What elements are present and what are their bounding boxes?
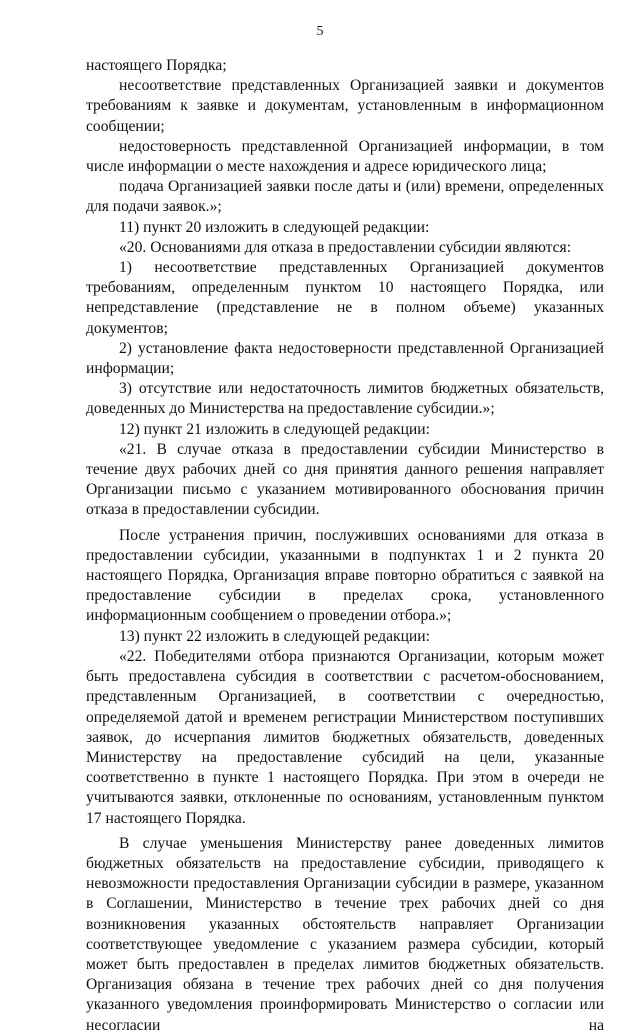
paragraph: «21. В случае отказа в предоставлении субсидии Министерство в течение двух рабочих дней со дня принятия данного решения направляет Организации письмо с указанием мотивированного обоснования причин отказа в предоставлении субсидии. [86, 440, 604, 519]
paragraph: 13) пункт 22 изложить в следующей редакции: [119, 627, 430, 645]
paragraph: «22. Победителями отбора признаются Организации, которым может быть предоставлена субсидия в соответствии с расчетом-обоснованием, представленным Организацией, в соответствии с очередностью, определяемой датой и временем регистрации Министерством поступивших заявок, до исчерпания лимитов бюджетных обязательств, доведенных Министерству на предоставление субсидий на цели, указанные соответственно в пункте 1 настоящего Порядка. При этом в очереди не учитываются заявки, отклоненные по основаниям, установленным пунктом 17 настоящего Порядка. [86, 647, 604, 827]
paragraph: 2) установление факта недостоверности представленной Организацией информации; [86, 339, 604, 378]
paragraph: 1) несоответствие представленных Организацией документов требованиям, определенным пунктом 10 настоящего Порядка, или непредставление (представление не в полном объеме) указанных документов; [86, 259, 604, 337]
paragraph: В случае уменьшения Министерству ранее доведенных лимитов бюджетных обязательств на предоставление субсидии, приводящего к невозможности предоставления Организации субсидии в размере, указанном в Соглашении, Министерство в течение трех рабочих дней со дня возникновения указанных обстоятельств направляет Организации соответствующее уведомление с указанием размера субсидии, который может быть предоставлен в пределах лимитов бюджетных обязательств. Организация обязана в течение трех рабочих дней со дня получения указанного уведомления проинформировать Министерство о согласии или несогласии на [86, 834, 604, 1034]
page-number: 5 [316, 24, 324, 39]
paragraph: «20. Основаниями для отказа в предоставлении субсидии являются: [119, 238, 572, 256]
paragraph: 11) пункт 20 изложить в следующей редакции: [119, 218, 430, 236]
paragraph: 3) отсутствие или недостаточность лимитов бюджетных обязательств, доведенных до Министерства на предоставление субсидии.»; [86, 380, 604, 418]
document-body [86, 56, 604, 1036]
paragraph: настоящего Порядка; [86, 57, 227, 74]
paragraph: 12) пункт 21 изложить в следующей редакции: [119, 420, 430, 438]
paragraph: недостоверность представленной Организацией информации, в том числе информации о месте нахождения и адресе юридического лица; [86, 137, 604, 176]
paragraph: подача Организацией заявки после даты и (или) времени, определенных для подачи заявок.»; [86, 178, 604, 216]
paragraph: После устранения причин, послуживших основаниями для отказа в предоставлении субсидии, указанными в подпунктах 1 и 2 пункта 20 настоящего Порядка, Организация вправе повторно обратиться с заявкой на предоставление субсидии в пределах срока, установленного информационным сообщением о проведении отбора.»; [86, 526, 604, 625]
paragraph: несоответствие представленных Организацией заявки и документов требованиям к заявке и документам, установленным в информационном сообщении; [86, 77, 604, 135]
